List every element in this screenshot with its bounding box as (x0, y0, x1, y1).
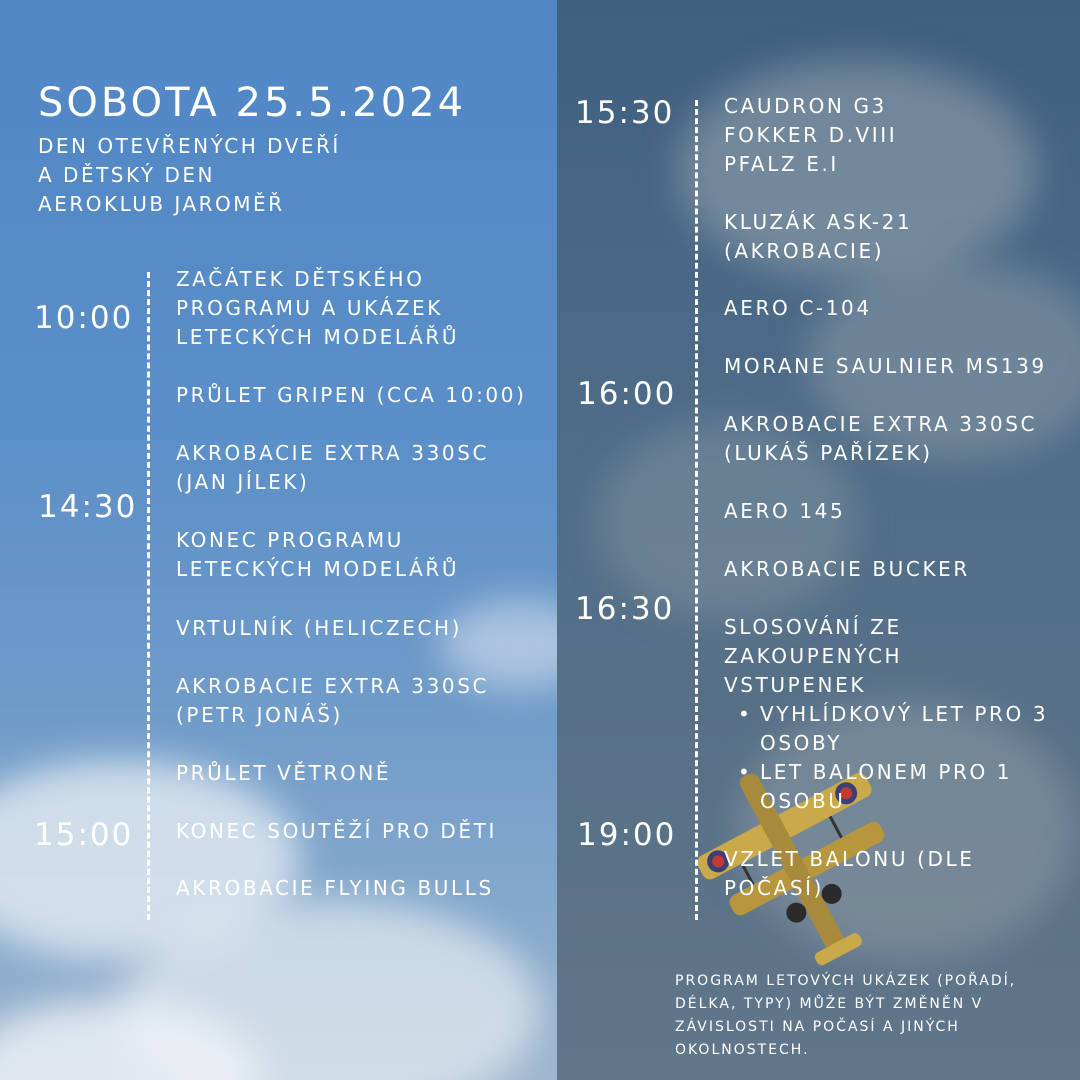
footer-note (675, 970, 1016, 1062)
schedule-event (176, 874, 494, 903)
event-line: LETECKÝCH MODELÁŘŮ (176, 557, 460, 581)
event-line: VSTUPENEK (724, 673, 867, 697)
event-line: MORANE SAULNIER MS139 (724, 354, 1047, 378)
schedule-event (724, 497, 845, 526)
schedule-event (724, 92, 897, 179)
time-label: 16:30 (575, 591, 675, 627)
time-label: 16:00 (577, 376, 677, 412)
schedule-event (724, 845, 974, 903)
event-line: SLOSOVÁNÍ ZE (724, 615, 902, 639)
event-line: ZAKOUPENÝCH (724, 644, 903, 668)
schedule-event (176, 381, 526, 410)
event-line: (AKROBACIE) (724, 239, 885, 263)
schedule-event (176, 672, 489, 730)
event-line: AERO 145 (724, 499, 846, 523)
event-line: KONEC PROGRAMU (176, 528, 404, 552)
event-line: PRŮLET VĚTRONĚ (176, 761, 392, 785)
note-line: PROGRAM LETOVÝCH UKÁZEK (POŘADÍ, (675, 973, 1017, 989)
schedule-event (176, 439, 489, 497)
event-line: PFALZ E.I (724, 152, 839, 176)
strut (830, 817, 841, 838)
time-label: 14:30 (38, 489, 138, 525)
prize-line: • VYHLÍDKOVÝ LET PRO 3 (760, 702, 1049, 726)
time-label: 19:00 (577, 817, 677, 853)
event-line: KLUZÁK ASK-21 (724, 210, 913, 234)
subtitle-line: AEROKLUB JAROMĚŘ (38, 192, 285, 216)
prize-line: • LET BALONEM PRO 1 (760, 760, 1013, 784)
event-line: VRTULNÍK (HELICZECH) (176, 616, 463, 640)
prize-line: OSOBU (760, 789, 846, 813)
prize-list-item (760, 700, 1048, 758)
event-line: POČASÍ) (724, 876, 825, 900)
event-line: AKROBACIE EXTRA 330SC (176, 441, 490, 465)
event-line: LETECKÝCH MODELÁŘŮ (176, 325, 460, 349)
schedule-event (176, 817, 497, 846)
event-line: (LUKÁŠ PAŘÍZEK) (724, 441, 933, 465)
note-line: OKOLNOSTECH. (675, 1042, 810, 1058)
time-label: 10:00 (34, 300, 134, 336)
prize-list-item (760, 758, 1012, 816)
event-line: ZAČÁTEK DĚTSKÉHO (176, 267, 425, 291)
event-line: KONEC SOUTĚŽÍ PRO DĚTI (176, 819, 497, 843)
timeline-divider-left (147, 272, 150, 920)
event-line: AKROBACIE FLYING BULLS (176, 876, 494, 900)
schedule-event (724, 410, 1037, 468)
time-label: 15:30 (575, 95, 675, 131)
schedule-event (724, 613, 902, 700)
event-line: PRŮLET GRIPEN (CCA 10:00) (176, 383, 527, 407)
schedule-event (176, 759, 391, 788)
schedule-event (176, 614, 462, 643)
schedule-event (724, 555, 970, 584)
event-line: CAUDRON G3 (724, 94, 887, 118)
event-line: FOKKER D.VIII (724, 123, 898, 147)
note-line: ZÁVISLOSTI NA POČASÍ A JINÝCH (675, 1019, 960, 1035)
schedule-event (176, 526, 459, 584)
event-line: AKROBACIE EXTRA 330SC (176, 674, 490, 698)
event-line: (JAN JÍLEK) (176, 470, 310, 494)
subtitle-line: A DĚTSKÝ DEN (38, 163, 215, 187)
page-title: SOBOTA 25.5.2024 (38, 80, 467, 126)
event-line: AKROBACIE BUCKER (724, 557, 970, 581)
subtitle-line: DEN OTEVŘENÝCH DVEŘÍ (38, 134, 341, 158)
schedule-event (724, 294, 872, 323)
event-line: PROGRAMU A UKÁZEK (176, 296, 443, 320)
schedule-event (724, 208, 912, 266)
prize-line: OSOBY (760, 731, 843, 755)
event-line: AKROBACIE EXTRA 330SC (724, 412, 1038, 436)
timeline-divider-right (695, 100, 698, 920)
event-line: (PETR JONÁŠ) (176, 703, 343, 727)
schedule-event (724, 352, 1047, 381)
time-label: 15:00 (34, 817, 134, 853)
event-line: VZLET BALONU (DLE (724, 847, 975, 871)
event-line: AERO C-104 (724, 296, 872, 320)
schedule-event (176, 265, 459, 352)
note-line: DÉLKA, TYPY) MŮŽE BÝT ZMĚNĚN V (675, 996, 984, 1012)
